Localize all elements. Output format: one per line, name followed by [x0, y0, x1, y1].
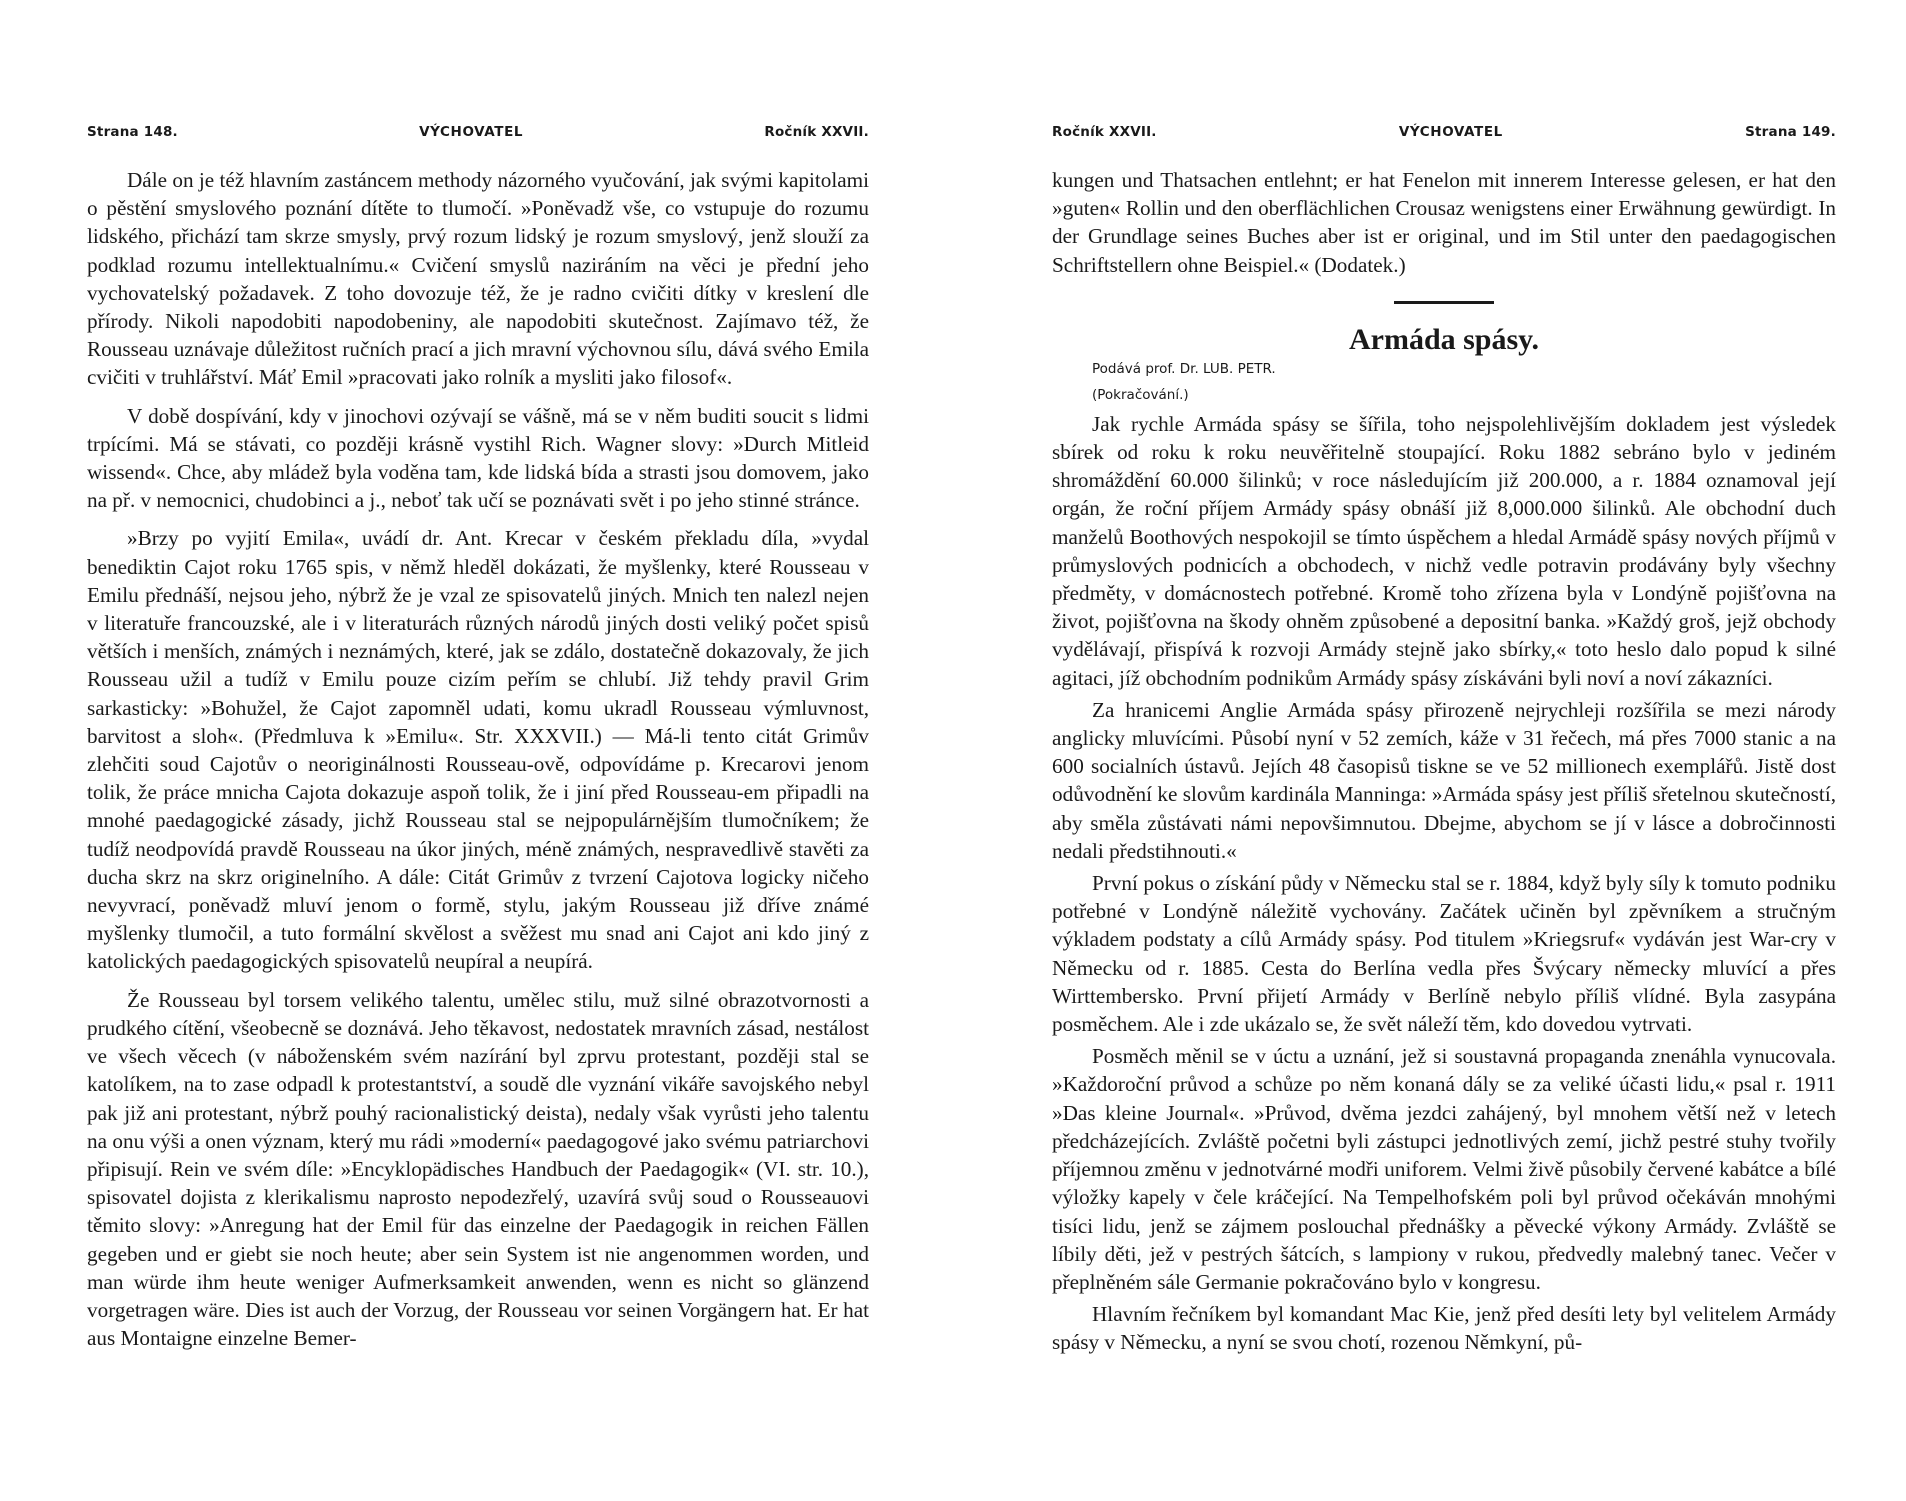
right-body-text	[1052, 166, 1836, 1357]
right-page-number: Strana 149.	[1745, 124, 1836, 140]
left-paragraph-3: »Brzy po vyjití Emila«, uvádí dr. Ant. Krecar v českém překladu díla, »vydal benediktin Cajot roku 1765 spis, v němž hleděl dokázati, že myšlenky, které Rousseau v Emilu přednáší, nejsou jeho, nýbrž že je vzal ze spisovatelů jiných. Mnich ten nalezl nejen v literatuře francouzské, ale i v literaturách různých národů jiných dosti veliký počet spisů větších i menších, známých i neznámých, které, jak se zdálo, dostatečně dokazovaly, že jich Rousseau užil a tudíž v Emilu pouze cizím peřím se chlubí. Již tehdy pravil Grim sarkasticky: »Bohužel, že Cajot zapomněl udati, komu ukradl Rousseau výmluvnost, barvitost a sloh«. (Předmluva k »Emilu«. Str. XXXVII.) — Má-li tento citát Grimův zlehčiti soud Cajotův o neoriginálnosti Rousseau-ově, odpovídáme p. Krecarovi jenom tolik, že práce mnicha Cajota dokazuje aspoň tolik, že i jiní před Rousseau-em připadli na mnohé paedagogické zásady, jichž Rousseau stal se nejpopulárnějším tlumočníkem; že tudíž neodpovídá pravdě Rousseau na úkor jiných, méně známých, nespravedlivě stavěti za ducha skrz na skrz originelního. A dále: Citát Grimův z tvrzení Cajotova logicky ničeho nevyvrací, poněvadž mluví jenom o formě, stylu, jakým Rousseau již dříve známé myšlenky tlumočil, a tuto formální skvělost a svěžest mu snad ani Cajot ani kdo jiný z katolických paedagogických spisovatelů neupíral a neupírá.	[87, 526, 869, 974]
article-title: Armáda spásy.	[1348, 322, 1540, 356]
right-paragraph-3: První pokus o získání půdy v Německu stal se r. 1884, když byly síly k tomuto podniku potřebné v Londýně náležitě vychovány. Začátek učiněn byl zpěvníkem a stručným výkladem podstaty a cílů Armády spásy. Pod titulem »Kriegsruf« vydáván jest War-cry v Německu od r. 1885. Cesta do Berlína vedla přes Švýcary německy mluvící a přes Wirttembersko. První přijetí Armády v Berlíně nebylo příliš vlídné. Byla zasypána posměchem. Ale i zde ukázalo se, že svět náleží těm, kdo dovedou vytrvati.	[1052, 871, 1836, 1037]
left-paragraph-2: V době dospívání, kdy v jinochovi ozývají se vášně, má se v něm buditi soucit s lidmi trpícími. Má se stávati, co později krásně vystihl Rich. Wagner slovy: »Durch Mitleid wissend«. Chce, aby mládež byla voděna tam, kde lidská bída a strasti jsou domovem, jako na př. v nemocnici, chudobinci a j., neboť tak učí se poznávati svět i po jeho stinné stránce.	[87, 403, 869, 513]
right-paragraph-1: Jak rychle Armáda spásy se šířila, toho nejspolehlivějším dokladem jest výsledek sbírek od roku k roku neuvěřitelně stoupající. Roku 1882 sebráno bylo v jediném shromáždění 60.000 šilinků; v roce následujícím již 200.000, a r. 1884 oznamoval její orgán, že roční příjem Armády spásy obnáší již 8,000.000 šilinků. Ale obchodní duch manželů Boothových nespokojil se tímto úspěchem a hledal Armádě spásy nových příjmů v průmyslových podnicích a obchodech, v nichž vedle potravin prodávány byly všechny předměty, v domácnostech potřebné. Kromě toho zřízena byla v Londýně pojišťovna na život, pojišťovna na škody ohněm způsobené a depositní banka. »Každý groš, jejž obchody vydělávají, přispívá k rozvoji Armády stejně jako sbírky,« toto heslo dalo popud k silné agitaci, jíž obchodním podnikům Armády spásy získáváni byli noví a noví zákazníci.	[1052, 411, 1836, 690]
right-paragraph-4: Posměch měnil se v úctu a uznání, jež si soustavná propaganda znenáhla vynucovala. »Každoroční průvod a schůze po něm konaná dály se za veliké účasti lidu,« psal r. 1911 »Das kleine Journal«. »Průvod, dvěma jezdci zahájený, byl mnohem větší než v letech předcházejících. Zvláště početni byli zástupci jednotlivých zemí, jichž pestré stuhy tvořily příjemnou změnu v jednotvárné modři uniforem. Velmi živě působily červené kabátce a bílé výložky kapely v čele kráčející. Na Tempelhofském poli byl průvod očekáván mnohými tisíci lidu, jenž se zájmem poslouchal přednášky a pěvecké výkony Armády. Zvláště se líbily děti, jež v pestrých šátcích, s lampiony v rukou, předvedly malebný tanec. Večer v přeplněném sále Germanie pokračováno bylo v kongresu.	[1052, 1044, 1836, 1294]
right-continuation: kungen und Thatsachen entlehnt; er hat Fenelon mit innerem Interesse gelesen, er hat den »guten« Rollin und den oberflächlichen Crousaz wenigstens einer Erwähnung gewürdigt. In der Grundlage seines Buches aber ist er original, und im Stil unter den paedagogischen Schriftstellern ohne Beispiel.« (Dodatek.)	[1052, 168, 1836, 277]
right-running-head	[1052, 118, 1836, 140]
right-journal-title: VÝCHOVATEL	[1398, 124, 1503, 140]
right-paragraph-2: Za hranicemi Anglie Armáda spásy přirozeně nejrychleji rozšířila se mezi národy anglicky mluvícími. Působí nyní v 52 zemích, káže v 31 řečech, má přes 7000 stanic a na 600 socialních ústavů. Jejích 48 časopisů tiskne se ve 52 millionech exemplářů. Jistě dost odůvodnění ke slovům kardinála Manninga: »Armáda spásy jest příliš sřetelnou skutečností, aby směla zůstávati námi nepovšimnutou. Dbejme, abychom se jí v lásce a dobročinnosti nedali předstihnouti.«	[1052, 697, 1836, 863]
right-paragraph-5: Hlavním řečníkem byl komandant Mac Kie, jenž před desíti lety byl velitelem Armády spásy v Německu, a nyní se svou chotí, rozenou Němkyní, pů-	[1052, 1302, 1836, 1355]
article-continuation-note: (Pokračování.)	[1092, 386, 1189, 403]
left-page	[87, 118, 869, 1356]
left-journal-title: VÝCHOVATEL	[419, 124, 524, 140]
left-running-head	[87, 118, 869, 140]
left-paragraph-1: Dále on je též hlavním zastáncem methody názorného vyučování, jak svými kapitolami o pěstění smyslového poznání dítěte to tlumočí. »Poněvadž vše, co vstupuje do rozumu lidského, přichází tam skrze smysly, prvý rozum lidský je rozum smyslový, jenž slouží za podklad rozumu intellektualnímu.« Cvičení smyslů naziráním na věci je přední jeho vychovatelský požadavek. Z toho dovozuje též, že je radno cvičiti dítky v kreslení dle přírody. Nikoli napodobiti napodobeniny, ale napodobiti skutečnost. Zajímavo též, že Rousseau uznávaje důležitost ručních prací a jich mravní výchovnou sílu, dává svého Emila cvičiti v truhlářství. Máť Emil »pracovati jako rolník a mysliti jako filosof«.	[87, 168, 869, 390]
section-divider	[1394, 301, 1494, 304]
article-byline: Podává prof. Dr. LUB. PETR.	[1092, 360, 1276, 377]
left-volume: Ročník XXVII.	[764, 124, 869, 140]
right-page	[1052, 118, 1836, 1361]
left-body-text	[87, 166, 869, 1352]
left-page-number: Strana 148.	[87, 124, 178, 140]
right-volume: Ročník XXVII.	[1052, 124, 1157, 140]
left-paragraph-4: Že Rousseau byl torsem velikého talentu, umělec stilu, muž silné obrazotvornosti a prudkého cítění, všeobecně se doznává. Jeho těkavost, nedostatek mravních zásad, nestálost ve všech věcech (v náboženském svém nazírání byl zprvu protestant, později stal se katolíkem, na to zase odpadl k protestantství, a soudě dle vyznání vikáře savojského nebyl pak již ani protestant, nýbrž pouhý racionalistický deista), nedaly však vyrůsti jeho talentu na onu výši a onen význam, který mu rádi »moderní« paedagogové jako svému patriarchovi připisují. Rein ve svém díle: »Encyklopädisches Handbuch der Paedagogik« (VI. str. 10.), spisovatel dojista z klerikalismu naprosto nepodezřelý, uzavírá svůj soud o Rousseauovi těmito slovy: »Anregung hat der Emil für das einzelne der Paedagogik in reichen Fällen gegeben und er giebt sie noch heute; aber sein System ist nie angenommen worden, und man würde ihm heute weniger Aufmerksamkeit anwenden, wenn es nicht so glänzend vorgetragen wäre. Dies ist auch der Vorzug, der Rousseau vor seinen Vorgängern hat. Er hat aus Montaigne einzelne Bemer-	[87, 987, 869, 1351]
